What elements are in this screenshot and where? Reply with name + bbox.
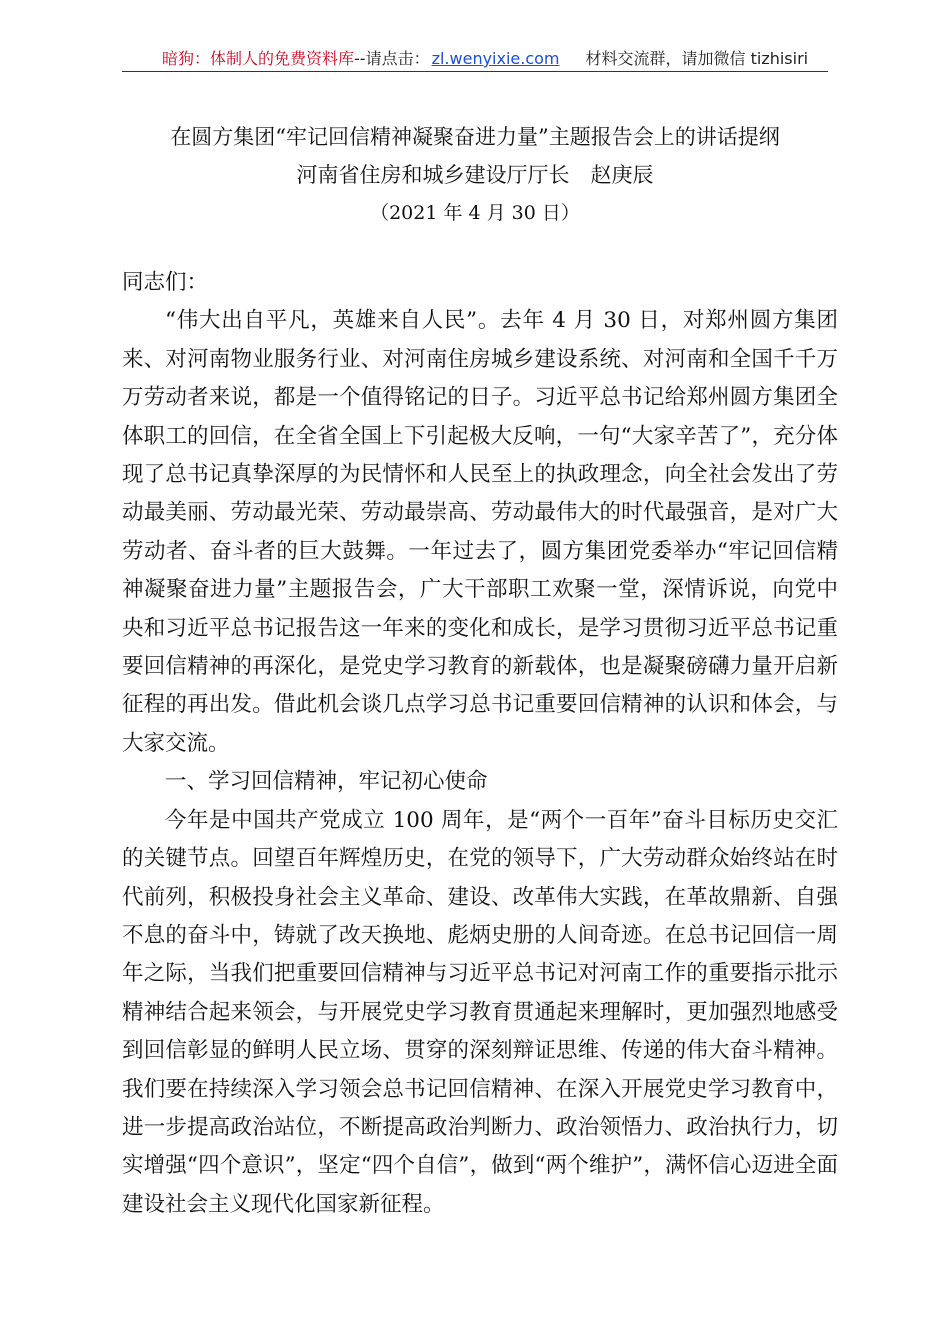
section-heading: 一、学习回信精神，牢记初心使命 [165, 769, 488, 795]
header-brand: 暗狗：体制人的免费资料库 [162, 49, 355, 68]
header-divider [122, 71, 828, 72]
page-header [122, 48, 828, 70]
body-paragraph: “伟大出自平凡，英雄来自人民”。去年 4 月 30 日，对郑州圆方集团来、对河南物业服务行业、对河南住房城乡建设系统、对河南和全国千千万万劳动者来说，都是一个值得铭记的日子。习近平总书记给郑州圆方集团全体职工的回信，在全省全国上下引起极大反响，一句“大家辛苦了”，充分体现了总书记真挚深厚的为民情怀和人民至上的执政理念，向全社会发出了劳动最美丽、劳动最光荣、劳动最崇高、劳动最伟大的时代最强音，是对广大劳动者、奋斗者的巨大鼓舞。一年过去了，圆方集团党委举办“牢记回信精神凝聚奋进力量”主题报告会，广大干部职工欢聚一堂，深情诉说，向党中央和习近平总书记报告这一年来的变化和成长，是学习贯彻习近平总书记重要回信精神的再深化，是党史学习教育的新载体，也是凝聚磅礴力量开启新征程的再出发。借此机会谈几点学习总书记重要回信精神的认识和体会，与大家交流。 [122, 308, 838, 756]
header-link[interactable]: zl.wenyixie.com [431, 49, 560, 68]
header-prompt: --请点击： [354, 49, 430, 68]
header-contact: 材料交流群，请加微信 tizhisiri [585, 49, 809, 68]
title-block [122, 118, 828, 232]
document-date: （2021 年 4 月 30 日） [370, 202, 580, 224]
salutation: 同志们： [122, 270, 209, 295]
document-body [122, 264, 838, 1224]
document-author: 河南省住房和城乡建设厅厅长 赵庚辰 [296, 163, 654, 187]
document-title: 在圆方集团“牢记回信精神凝聚奋进力量”主题报告会上的讲话提纲 [170, 125, 780, 149]
body-paragraph: 今年是中国共产党成立 100 周年，是“两个一百年”奋斗目标历史交汇的关键节点。回望百年辉煌历史，在党的领导下，广大劳动群众始终站在时代前列，积极投身社会主义革命、建设、改革伟大实践，在革故鼎新、自强不息的奋斗中，铸就了改天换地、彪炳史册的人间奇迹。在总书记回信一周年之际，当我们把重要回信精神与习近平总书记对河南工作的重要指示批示精神结合起来领会，与开展党史学习教育贯通起来理解时，更加强烈地感受到回信彰显的鲜明人民立场、贯穿的深刻辩证思维、传递的伟大奋斗精神。我们要在持续深入学习领会总书记回信精神、在深入开展党史学习教育中，进一步提高政治站位，不断提高政治判断力、政治领悟力、政治执行力，切实增强“四个意识”，坚定“四个自信”，做到“两个维护”，满怀信心迈进全面建设社会主义现代化国家新征程。 [122, 807, 838, 1217]
